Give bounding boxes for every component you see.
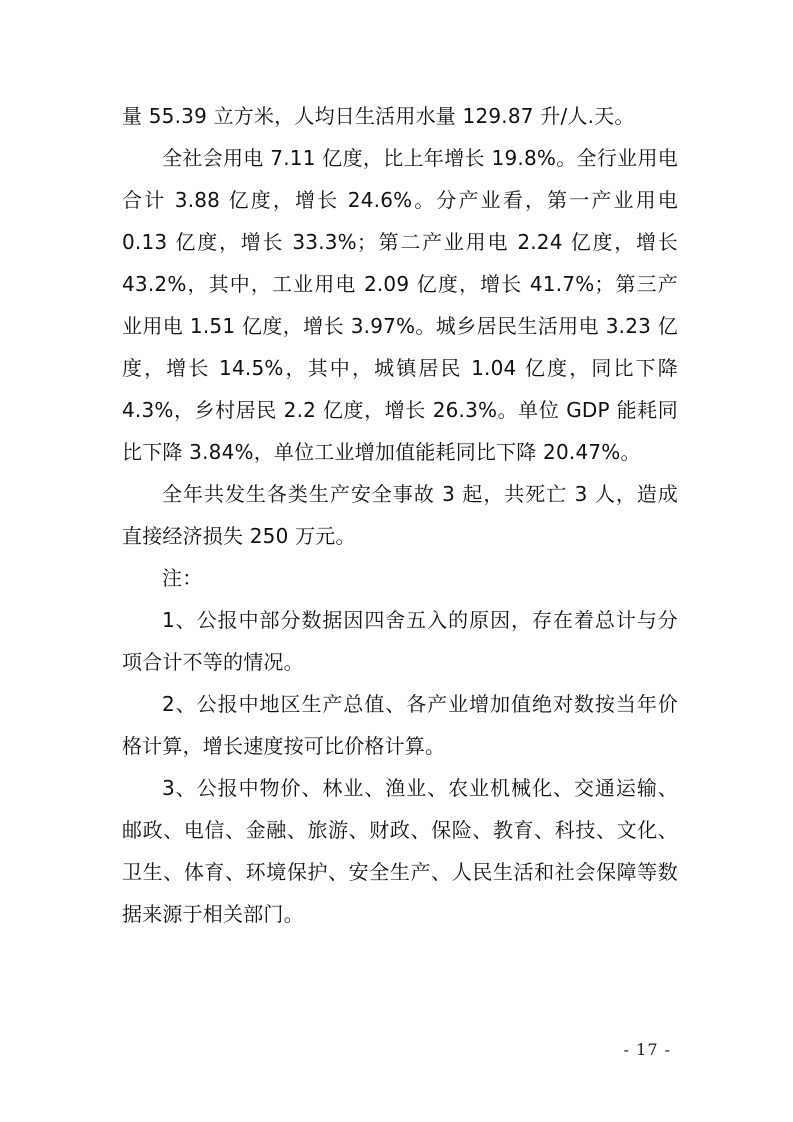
page-number: - 17 - [623,1040,671,1059]
document-body [122,95,678,935]
note-item-3: 3、公报中物价、林业、渔业、农业机械化、交通运输、邮政、电信、金融、旅游、财政、保险、教育、科技、文化、卫生、体育、环境保护、安全生产、人民生活和社会保障等数据来源于相关部门。 [122,776,678,926]
paragraph-water-usage: 量 55.39 立方米，人均日生活用水量 129.87 升/人.天。 [122,104,635,128]
notes-heading: 注： [162,566,203,590]
note-item-2: 2、公报中地区生产总值、各产业增加值绝对数按当年价格计算，增长速度按可比价格计算。 [122,692,678,758]
note-item-1: 1、公报中部分数据因四舍五入的原因，存在着总计与分项合计不等的情况。 [122,608,678,674]
paragraph-safety-accidents: 全年共发生各类生产安全事故 3 起，共死亡 3 人，造成直接经济损失 250 万元。 [122,482,678,548]
paragraph-electricity-usage: 全社会用电 7.11 亿度，比上年增长 19.8%。全行业用电合计 3.88 亿度，增长 24.6%。分产业看，第一产业用电 0.13 亿度，增长 33.3%；第二产业用电 2.24 亿度，增长 43.2%，其中，工业用电 2.09 亿度，增长 41.7%；第三产业用电 1.51 亿度，增长 3.97%。城乡居民生活用电 3.23 亿度，增长 14.5%，其中，城镇居民 1.04 亿度，同比下降 4.3%，乡村居民 2.2 亿度，增长 26.3%。单位 GDP 能耗同比下降 3.84%，单位工业增加值能耗同比下降 20.47%。 [122,146,678,464]
